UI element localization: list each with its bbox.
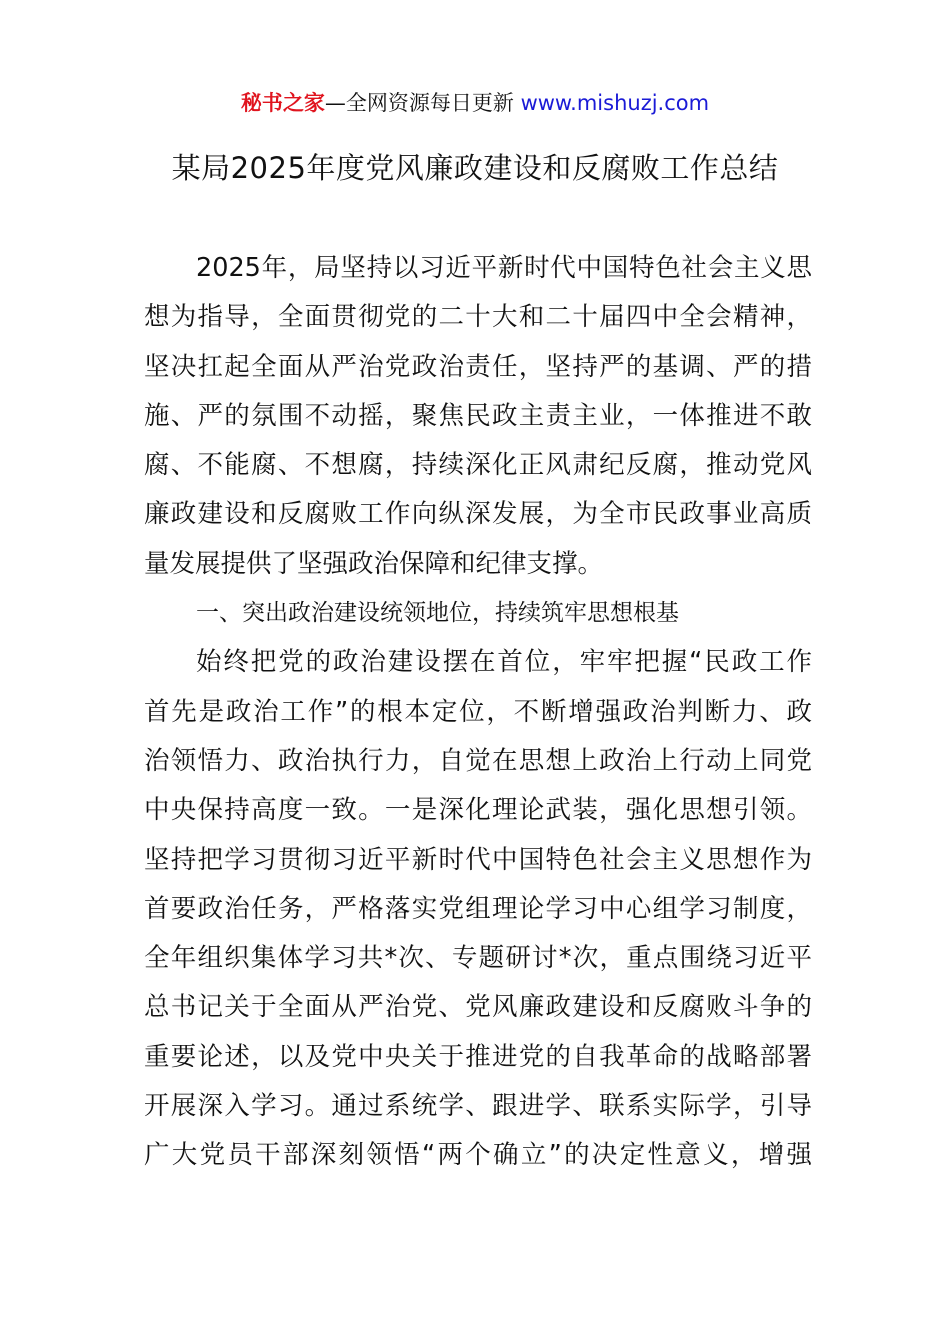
section-heading: 一、突出政治建设统领地位，持续筑牢思想根基 <box>196 600 679 627</box>
paragraph-line: 全年组织集体学习共*次、专题研讨*次，重点围绕习近平 <box>144 943 812 974</box>
paragraph-line: 廉政建设和反腐败工作向纵深发展，为全市民政事业高质 <box>144 499 812 530</box>
paragraph-line: 2025年，局坚持以习近平新时代中国特色社会主义思 <box>196 253 812 283</box>
paragraph-line: 量发展提供了坚强政治保障和纪律支撑。 <box>144 548 604 579</box>
paragraph-line: 首先是政治工作”的根本定位，不断增强政治判断力、政 <box>144 696 812 727</box>
document-title: 某局2025年度党风廉政建设和反腐败工作总结 <box>171 151 779 185</box>
site-tagline: —全网资源每日更新 <box>324 91 514 115</box>
paragraph-line: 想为指导，全面贯彻党的二十大和二十届四中全会精神， <box>144 302 812 333</box>
paragraph-line: 治领悟力、政治执行力，自觉在思想上政治上行动上同党 <box>144 745 812 776</box>
document-body <box>144 244 812 1181</box>
paragraph-line: 坚决扛起全面从严治党政治责任，坚持严的基调、严的措 <box>144 351 812 382</box>
site-name: 秘书之家 <box>240 91 325 115</box>
paragraph-line: 广大党员干部深刻领悟“两个确立”的决定性意义，增强 <box>144 1140 812 1171</box>
paragraph-line: 开展深入学习。通过系统学、跟进学、联系实际学，引导 <box>144 1091 812 1122</box>
paragraph-line: 始终把党的政治建设摆在首位，牢牢把握“民政工作 <box>196 647 812 678</box>
paragraph-line: 重要论述，以及党中央关于推进党的自我革命的战略部署 <box>144 1041 812 1072</box>
paragraph-line: 中央保持高度一致。一是深化理论武装，强化思想引领。 <box>144 795 812 826</box>
paragraph-line: 总书记关于全面从严治党、党风廉政建设和反腐败斗争的 <box>144 992 812 1023</box>
paragraph-line: 施、严的氛围不动摇，聚焦民政主责主业，一体推进不敢 <box>144 400 812 431</box>
paragraph-line: 首要政治任务，严格落实党组理论学习中心组学习制度， <box>144 893 812 924</box>
paragraph-line: 腐、不能腐、不想腐，持续深化正风肃纪反腐，推动党风 <box>144 450 812 481</box>
site-header <box>0 88 950 118</box>
site-url-link[interactable]: www.mishuzj.com <box>520 91 710 115</box>
paragraph-line: 坚持把学习贯彻习近平新时代中国特色社会主义思想作为 <box>144 844 812 875</box>
